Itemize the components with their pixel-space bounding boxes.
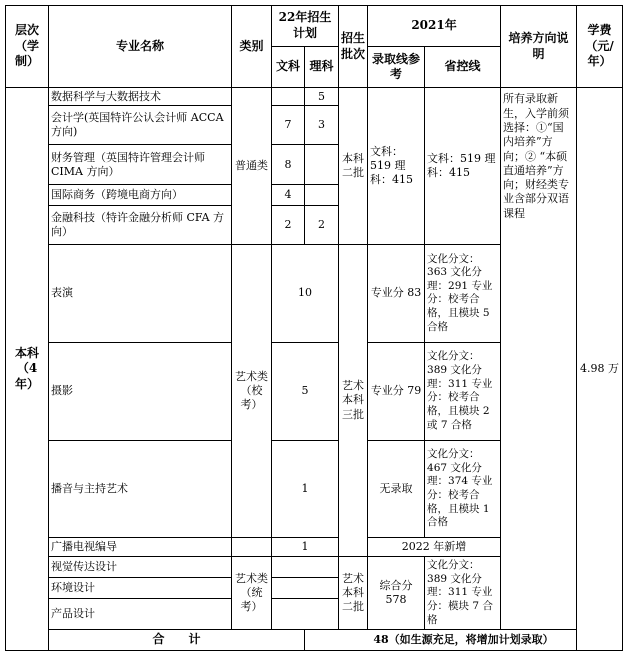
admission-ref-general: 文科：519 理科：415 <box>368 88 425 245</box>
plan-arts <box>272 88 305 106</box>
training-description: 所有录取新生，入学前须选择：①“国内培养”方向；② “本硕直通培养”方向；财经类专业含部分双语课程 <box>501 88 577 630</box>
major-name: 视觉传达设计 <box>49 557 232 578</box>
plan-arts: 7 <box>272 106 305 145</box>
major-name: 广播电视编导 <box>49 538 232 557</box>
provincial-line-general: 文科：519 理科：415 <box>425 88 501 245</box>
tuition-value: 4.98 万 <box>577 88 623 651</box>
major-name: 国际商务（跨境电商方向） <box>49 185 232 206</box>
plan-sci: 5 <box>305 88 339 106</box>
plan-arts: 8 <box>272 145 305 185</box>
major-name: 环境设计 <box>49 577 232 598</box>
provincial-line: 文化分文：363 文化分理：291 专业分：校考合格，且模块 5 合格 <box>425 245 501 343</box>
plan-sci: 3 <box>305 106 339 145</box>
batch-art-unified: 艺术本科二批 <box>339 557 368 630</box>
header-plan-arts: 文科 <box>272 47 305 88</box>
major-name: 摄影 <box>49 342 232 440</box>
plan-arts: 4 <box>272 185 305 206</box>
provincial-line: 文化分文：389 文化分理：311 专业分：校考合格，且模块 2 或 7 合格 <box>425 342 501 440</box>
plan-total <box>272 577 339 598</box>
category-general: 普通类 <box>232 88 272 245</box>
header-admission-ref: 录取线参考 <box>368 47 425 88</box>
header-training: 培养方向说明 <box>501 6 577 88</box>
admission-ref: 综合分 578 <box>368 557 425 630</box>
level-cell: 本科（4年） <box>6 88 49 651</box>
total-label: 合 计 <box>49 630 305 651</box>
plan-sci <box>305 185 339 206</box>
category-art-school: 艺术类（校考） <box>232 245 272 538</box>
category-art-unified: 艺术类（统考） <box>232 557 272 630</box>
header-batch: 招生批次 <box>339 6 368 88</box>
plan-arts: 2 <box>272 205 305 244</box>
plan-total <box>272 598 339 629</box>
plan-sci <box>305 145 339 185</box>
major-name: 金融科技（特许金融分析师 CFA 方向） <box>49 205 232 244</box>
header-year-2021: 2021年 <box>368 6 501 47</box>
major-name: 财务管理（英国特许管理会计师 CIMA 方向） <box>49 145 232 185</box>
admission-ref: 专业分 83 <box>368 245 425 343</box>
admission-ref: 专业分 79 <box>368 342 425 440</box>
header-major-name: 专业名称 <box>49 6 232 88</box>
total-value: 48（如生源充足，将增加计划录取） <box>305 630 623 651</box>
header-category: 类别 <box>232 6 272 88</box>
major-name: 播音与主持艺术 <box>49 440 232 538</box>
major-name: 表演 <box>49 245 232 343</box>
provincial-line: 文化分文：389 文化分理：311 专业分：模块 7 合格 <box>425 557 501 630</box>
major-name: 产品设计 <box>49 598 232 629</box>
header-tuition: 学费（元/年） <box>577 6 623 88</box>
admission-ref: 无录取 <box>368 440 425 538</box>
plan-sci: 2 <box>305 205 339 244</box>
category-empty <box>232 538 272 557</box>
major-name: 会计学(英国特许公认会计师 ACCA 方向) <box>49 106 232 145</box>
plan-total: 1 <box>272 538 339 557</box>
plan-total: 1 <box>272 440 339 538</box>
header-plan-sci: 理科 <box>305 47 339 88</box>
enrollment-plan-table <box>5 5 623 651</box>
major-name: 数据科学与大数据技术 <box>49 88 232 106</box>
plan-total <box>272 557 339 578</box>
provincial-line: 文化分文：467 文化分理：374 专业分：校考合格，且模块 1 合格 <box>425 440 501 538</box>
plan-total: 10 <box>272 245 339 343</box>
header-plan-22: 22年招生计划 <box>272 6 339 47</box>
header-provincial-line: 省控线 <box>425 47 501 88</box>
new-major-note: 2022 年新增 <box>368 538 501 557</box>
plan-total: 5 <box>272 342 339 440</box>
header-level: 层次（学制） <box>6 6 49 88</box>
batch-general: 本科二批 <box>339 88 368 245</box>
batch-art-school: 艺术本科三批 <box>339 245 368 557</box>
